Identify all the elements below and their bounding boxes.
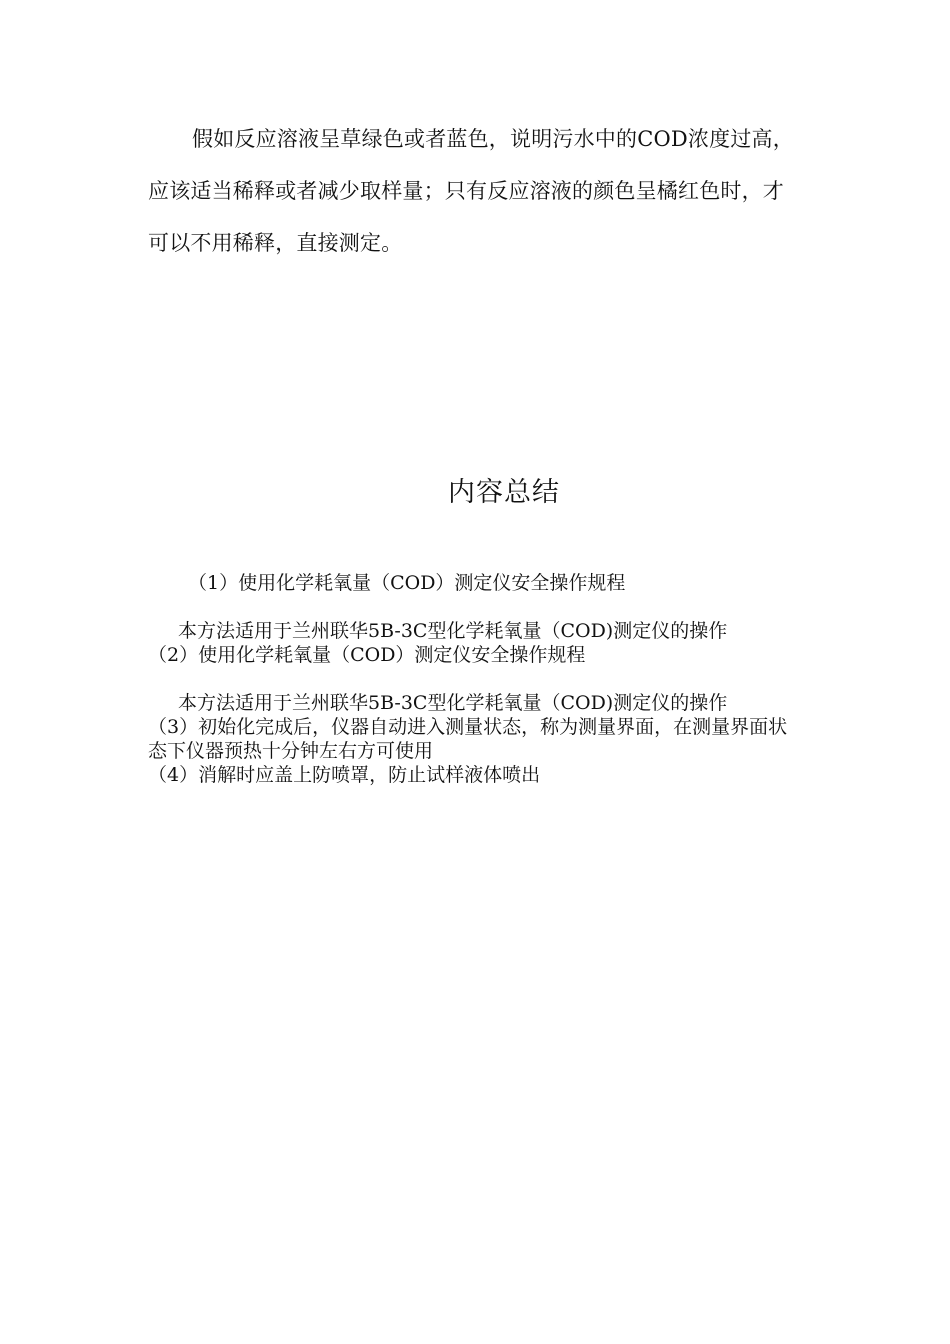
summary-item-2-description: 本方法适用于兰州联华5B-3C型化学耗氧量（COD)测定仪的操作 bbox=[178, 692, 728, 714]
spacer bbox=[148, 667, 804, 691]
summary-title: 内容总结 bbox=[448, 477, 560, 508]
summary-list bbox=[148, 571, 804, 787]
summary-item-1: （1）使用化学耗氧量（COD）测定仪安全操作规程 bbox=[188, 572, 626, 594]
intro-section bbox=[148, 113, 800, 269]
summary-item-2: （2）使用化学耗氧量（COD）测定仪安全操作规程 bbox=[148, 644, 586, 666]
intro-paragraph: 假如反应溶液呈草绿色或者蓝色，说明污水中的COD浓度过高，应该适当稀释或者减少取样量；只有反应溶液的颜色呈橘红色时，才可以不用稀释，直接测定。 bbox=[148, 127, 794, 255]
summary-item-3: （3）初始化完成后，仪器自动进入测量状态，称为测量界面，在测量界面状态下仪器预热十分钟左右方可使用 bbox=[148, 716, 788, 762]
summary-item-1-description: 本方法适用于兰州联华5B-3C型化学耗氧量（COD)测定仪的操作 bbox=[178, 620, 728, 642]
summary-item-4: （4）消解时应盖上防喷罩，防止试样液体喷出 bbox=[148, 764, 541, 786]
